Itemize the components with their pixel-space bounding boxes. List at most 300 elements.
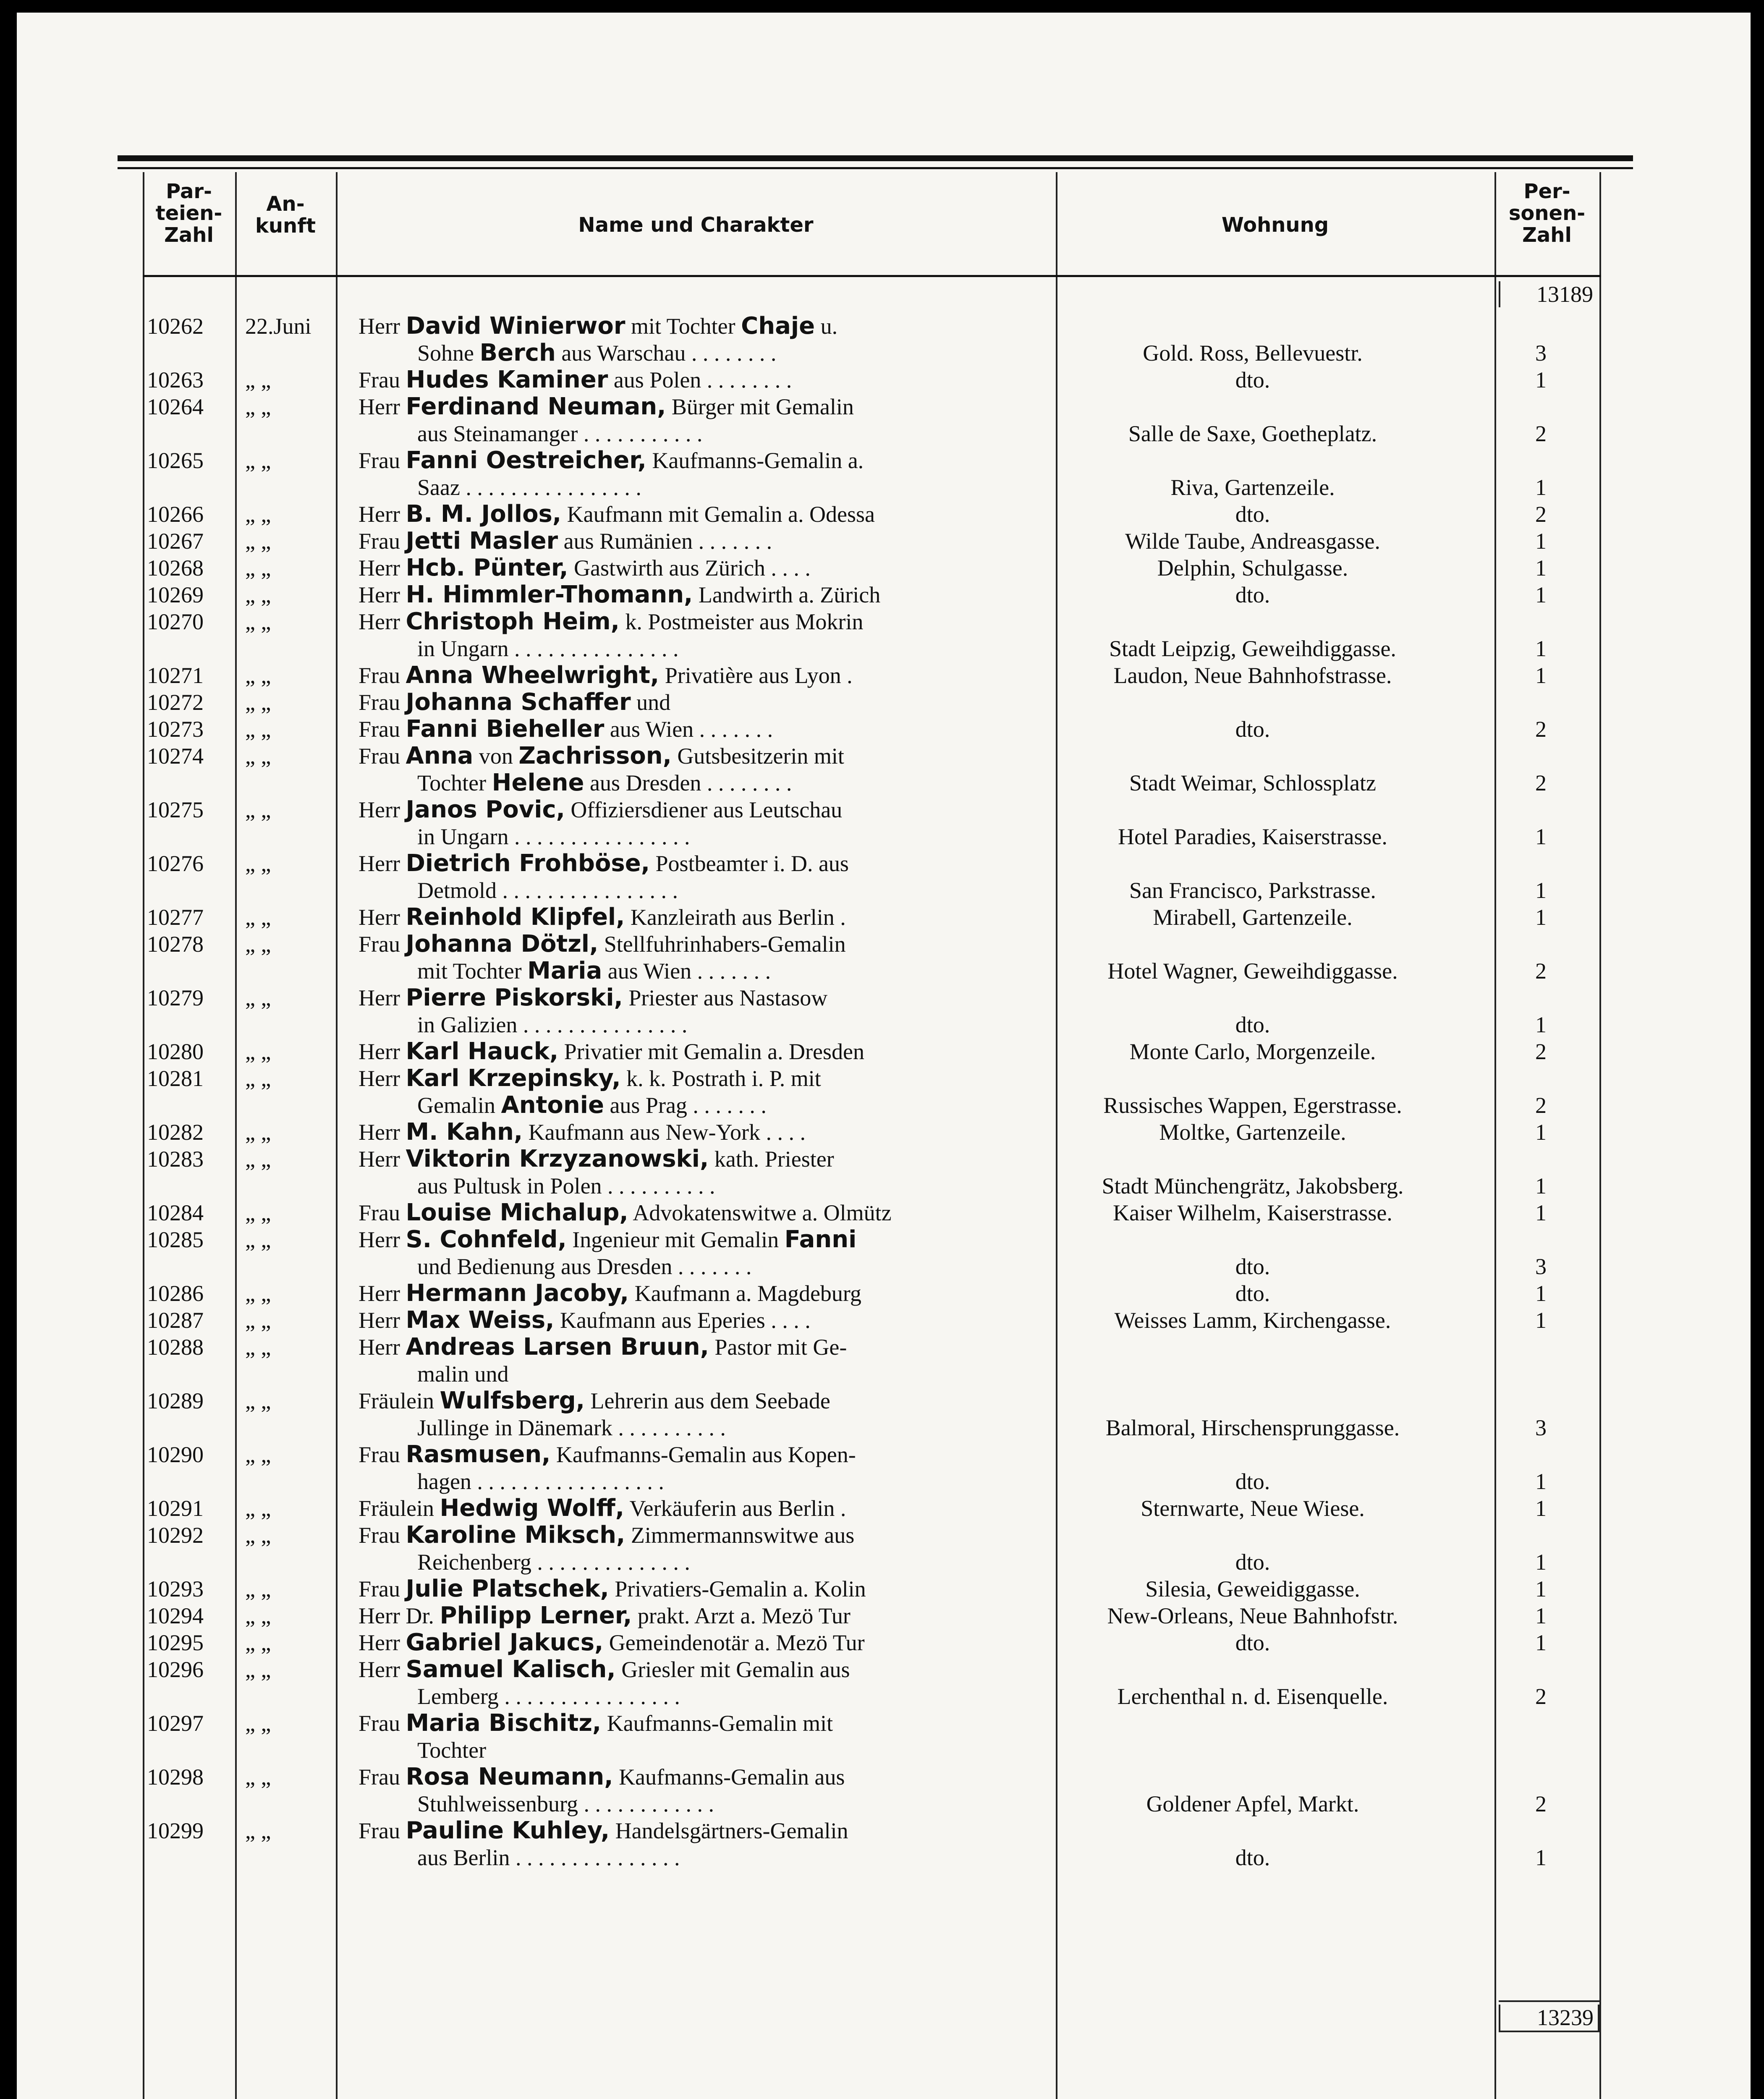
entry-name-line: Frau Pauline Kuhley, Handelsgärtners-Gemalin xyxy=(359,1817,848,1844)
entry-name-line: Saaz . . . . . . . . . . . . . . . . xyxy=(417,475,641,500)
entry-name-character xyxy=(342,1387,1039,1441)
entry-row xyxy=(143,904,1637,931)
entry-name-line: Herr Dietrich Frohböse, Postbeamter i. D. aus xyxy=(359,850,849,877)
entry-arrival: „ „ xyxy=(245,1200,271,1225)
entry-persons: 2 xyxy=(1535,502,1547,527)
guest-name: Dietrich Frohböse, xyxy=(406,850,650,877)
entry-row xyxy=(143,608,1637,662)
entry-residence: Hotel Paradies, Kaiserstrasse. xyxy=(1118,824,1387,849)
entry-persons: 1 xyxy=(1535,555,1547,581)
guest-name: Pauline Kuhley, xyxy=(406,1817,610,1844)
entry-name-line: Gemalin Antonie aus Prag . . . . . . . xyxy=(417,1092,767,1119)
guest-name: Viktorin Krzyzanowski, xyxy=(406,1146,709,1173)
entry-name-line: malin und xyxy=(417,1361,509,1387)
entry-residence: Laudon, Neue Bahnhofstrasse. xyxy=(1113,663,1392,688)
entry-arrival: „ „ xyxy=(245,1308,271,1333)
entry-row xyxy=(143,1817,1637,1871)
entry-row xyxy=(143,850,1637,904)
guest-name: Fanni Bieheller xyxy=(406,716,605,743)
entry-number: 10297 xyxy=(147,1711,204,1736)
entry-name-line: Frau Johanna Schaffer und xyxy=(359,689,671,716)
entry-name-character xyxy=(342,984,1039,1038)
entry-arrival: „ „ xyxy=(245,1335,271,1360)
entry-residence: Lerchenthal n. d. Eisenquelle. xyxy=(1117,1684,1388,1709)
entry-persons: 1 xyxy=(1535,1173,1547,1199)
guest-name: Julie Platschek, xyxy=(406,1576,609,1602)
entry-number: 10290 xyxy=(147,1442,204,1467)
entry-number: 10289 xyxy=(147,1388,204,1413)
entry-persons: 1 xyxy=(1535,663,1547,688)
entry-persons xyxy=(1467,1334,1563,1387)
entry-name-line: Frau Fanni Bieheller aus Wien . . . . . . . xyxy=(359,716,773,743)
entry-number: 10272 xyxy=(147,690,204,715)
entry-name-character xyxy=(342,393,1039,447)
entry-residence: dto. xyxy=(1235,1630,1270,1655)
entry-row xyxy=(143,1656,1637,1710)
entry-number: 10271 xyxy=(147,663,204,688)
document-page xyxy=(17,13,1751,2099)
entry-residence: dto. xyxy=(1235,582,1270,607)
entry-name-line: Frau Rasmusen, Kaufmanns-Gemalin aus Kopen- xyxy=(359,1441,856,1468)
guest-name: Johanna Schaffer xyxy=(406,689,631,716)
entry-persons: 1 xyxy=(1535,1120,1547,1145)
entry-residence: Stadt Weimar, Schlossplatz xyxy=(1129,770,1376,796)
entry-name-character xyxy=(342,1495,1039,1522)
entry-arrival: „ „ xyxy=(245,1066,271,1091)
entry-residence: Delphin, Schulgasse. xyxy=(1157,555,1348,581)
entry-arrival: „ „ xyxy=(245,1523,271,1548)
entry-arrival: „ „ xyxy=(245,1764,271,1790)
entry-name-line: Jullinge in Dänemark . . . . . . . . . . xyxy=(417,1415,726,1440)
entry-persons: 1 xyxy=(1535,1012,1547,1037)
entry-name-line: Detmold . . . . . . . . . . . . . . . . xyxy=(417,878,678,903)
entry-row xyxy=(143,1146,1637,1199)
entry-persons: 1 xyxy=(1535,582,1547,607)
entry-name-line: in Ungarn . . . . . . . . . . . . . . . xyxy=(417,636,679,661)
entry-name-character xyxy=(342,1146,1039,1199)
entry-number: 10269 xyxy=(147,582,204,607)
guest-name: Karl Krzepinsky, xyxy=(406,1065,621,1092)
entry-number: 10262 xyxy=(147,314,204,339)
entry-name-character xyxy=(342,662,1039,689)
entry-row xyxy=(143,1280,1637,1307)
entry-row xyxy=(143,931,1637,984)
entry-number: 10266 xyxy=(147,502,204,527)
entry-name-character xyxy=(342,501,1039,528)
entry-name-character xyxy=(342,850,1039,904)
entry-name-character xyxy=(342,1038,1039,1065)
entry-row xyxy=(143,743,1637,796)
entry-name-line: Frau Maria Bischitz, Kaufmanns-Gemalin mit xyxy=(359,1710,833,1737)
entry-name-line: Fräulein Hedwig Wolff, Verkäuferin aus Berlin . xyxy=(359,1495,846,1522)
entry-number: 10285 xyxy=(147,1227,204,1252)
entry-residence: dto. xyxy=(1235,1281,1270,1306)
entry-name-line: Frau Fanni Oestreicher, Kaufmanns-Gemalin a. xyxy=(359,447,864,474)
entry-row xyxy=(143,1576,1637,1602)
entry-residence: Stadt Leipzig, Geweihdiggasse. xyxy=(1109,636,1396,661)
guest-name: Jetti Masler xyxy=(406,528,558,555)
entry-arrival: „ „ xyxy=(245,1711,271,1736)
entry-number: 10283 xyxy=(147,1146,204,1172)
entry-persons: 1 xyxy=(1535,1845,1547,1870)
entry-arrival: „ „ xyxy=(245,1496,271,1521)
entry-name-character xyxy=(342,366,1039,393)
entry-name-line: Frau Hudes Kaminer aus Polen . . . . . . . . xyxy=(359,366,792,393)
entry-persons: 1 xyxy=(1535,529,1547,554)
entry-arrival: „ „ xyxy=(245,1039,271,1064)
entry-name-line: Herr Janos Povic, Offiziersdiener aus Leutschau xyxy=(359,796,843,823)
entry-name-character xyxy=(342,1656,1039,1710)
entry-name-character xyxy=(342,796,1039,850)
entry-row xyxy=(143,984,1637,1038)
guest-name: Berch xyxy=(479,340,556,366)
guest-name: Zachrisson, xyxy=(518,743,672,769)
entry-persons: 3 xyxy=(1535,340,1547,366)
entry-number: 10298 xyxy=(147,1764,204,1790)
entry-name-line: hagen . . . . . . . . . . . . . . . . . xyxy=(417,1469,664,1494)
entry-row xyxy=(143,1522,1637,1576)
total-rule xyxy=(1499,2000,1599,2002)
entry-residence: dto. xyxy=(1235,1549,1270,1575)
entry-persons: 2 xyxy=(1535,770,1547,796)
entry-name-line: Sohne Berch aus Warschau . . . . . . . . xyxy=(417,340,777,366)
entry-name-character xyxy=(342,1629,1039,1656)
guest-name: Max Weiss, xyxy=(406,1307,555,1334)
entry-row xyxy=(143,313,1637,366)
entry-name-line: Frau Anna von Zachrisson, Gutsbesitzerin mit xyxy=(359,743,844,769)
entry-persons: 1 xyxy=(1535,1576,1547,1602)
guest-name: Ferdinand Neuman, xyxy=(406,393,666,420)
entry-row xyxy=(143,1199,1637,1226)
entry-name-line: Herr Pierre Piskorski, Priester aus Nastasow xyxy=(359,984,828,1011)
header-wohnung: Wohnung xyxy=(1221,213,1329,237)
entry-persons: 3 xyxy=(1535,1254,1547,1279)
carry-in-total: 13189 xyxy=(1499,281,1597,307)
entry-name-line: Herr Ferdinand Neuman, Bürger mit Gemalin xyxy=(359,393,854,420)
entry-arrival: „ „ xyxy=(245,1657,271,1682)
entry-number: 10267 xyxy=(147,529,204,554)
header-personen-zahl: Per- sonen- Zahl xyxy=(1508,180,1586,247)
guest-name: Christoph Heim, xyxy=(406,608,620,635)
guest-name: Hudes Kaminer xyxy=(406,366,608,393)
entry-number: 10295 xyxy=(147,1630,204,1655)
entry-name-line: mit Tochter Maria aus Wien . . . . . . . xyxy=(417,958,771,984)
entry-name-character xyxy=(342,904,1039,931)
entry-number: 10277 xyxy=(147,905,204,930)
entry-name-line: Herr Reinhold Klipfel, Kanzleirath aus Berlin . xyxy=(359,904,846,931)
entry-residence: dto. xyxy=(1235,1845,1270,1870)
entry-arrival: „ „ xyxy=(245,717,271,742)
entry-name-character xyxy=(342,608,1039,662)
entry-persons: 1 xyxy=(1535,1469,1547,1494)
entry-number: 10282 xyxy=(147,1120,204,1145)
entry-name-line: Herr Karl Krzepinsky, k. k. Postrath i. P. mit xyxy=(359,1065,821,1092)
entry-name-line: Frau Anna Wheelwright, Privatière aus Lyon . xyxy=(359,662,853,689)
entry-name-character xyxy=(342,555,1039,581)
entry-arrival: „ „ xyxy=(245,448,271,473)
guest-entries xyxy=(143,313,1637,2097)
entry-row xyxy=(143,1764,1637,1817)
entry-name-character xyxy=(342,581,1039,608)
entry-name-character xyxy=(342,528,1039,555)
top-rule-thick xyxy=(118,155,1633,161)
entry-arrival: „ „ xyxy=(245,1818,271,1843)
entry-persons: 1 xyxy=(1535,1549,1547,1575)
entry-name-character xyxy=(342,1226,1039,1280)
top-rule-thin xyxy=(118,167,1633,169)
entry-name-line: aus Pultusk in Polen . . . . . . . . . . xyxy=(417,1173,715,1199)
entry-persons: 1 xyxy=(1535,878,1547,903)
entry-name-line: Herr S. Cohnfeld, Ingenieur mit Gemalin Fanni xyxy=(359,1226,857,1253)
entry-residence: dto. xyxy=(1235,1469,1270,1494)
entry-name-character xyxy=(342,313,1039,366)
entry-persons: 2 xyxy=(1535,1684,1547,1709)
entry-residence: Hotel Wagner, Geweihdiggasse. xyxy=(1107,958,1398,984)
entry-persons: 2 xyxy=(1535,717,1547,742)
guest-name: Andreas Larsen Bruun, xyxy=(406,1334,709,1361)
guest-name: Karl Hauck, xyxy=(406,1038,559,1065)
entry-persons: 2 xyxy=(1535,1093,1547,1118)
guest-name: Hermann Jacoby, xyxy=(406,1280,629,1307)
entry-row xyxy=(143,1119,1637,1146)
entry-row xyxy=(143,447,1637,501)
entry-name-character xyxy=(342,1307,1039,1334)
entry-arrival: „ „ xyxy=(245,905,271,930)
entry-name-character xyxy=(342,716,1039,743)
entry-persons: 1 xyxy=(1535,367,1547,393)
entry-residence: Balmoral, Hirschensprunggasse. xyxy=(1105,1415,1400,1440)
entry-name-character xyxy=(342,1065,1039,1119)
entry-arrival: „ „ xyxy=(245,1442,271,1467)
entry-name-line: Herr Gabriel Jakucs, Gemeindenotär a. Mezö Tur xyxy=(359,1629,865,1656)
entry-persons: 1 xyxy=(1535,1496,1547,1521)
entry-name-line: Herr Max Weiss, Kaufmann aus Eperies . . . . xyxy=(359,1307,811,1334)
entry-name-character xyxy=(342,1576,1039,1602)
header-ankunft: An- kunft xyxy=(255,192,316,238)
guest-name: Anna xyxy=(406,743,474,769)
entry-row xyxy=(143,1334,1637,1387)
entry-row xyxy=(143,1602,1637,1629)
entry-residence: Sternwarte, Neue Wiese. xyxy=(1141,1496,1365,1521)
entry-row xyxy=(143,1065,1637,1119)
guest-name: Rosa Neumann, xyxy=(406,1764,613,1790)
guest-name: M. Kahn, xyxy=(406,1119,523,1146)
entry-row xyxy=(143,1038,1637,1065)
entry-name-line: Herr Hermann Jacoby, Kaufmann a. Magdeburg xyxy=(359,1280,861,1307)
entry-arrival: „ „ xyxy=(245,1630,271,1655)
entry-name-character xyxy=(342,1280,1039,1307)
guest-name: Fanni xyxy=(784,1226,857,1253)
entry-number: 10279 xyxy=(147,985,204,1010)
entry-persons: 1 xyxy=(1535,1603,1547,1628)
page-total: 13239 xyxy=(1499,2005,1599,2032)
entry-row xyxy=(143,662,1637,689)
entry-row xyxy=(143,366,1637,393)
entry-name-line: Herr Andreas Larsen Bruun, Pastor mit Ge- xyxy=(359,1334,847,1361)
guest-name: B. M. Jollos, xyxy=(406,501,562,528)
entry-name-character xyxy=(342,931,1039,984)
entry-row xyxy=(143,1710,1637,1764)
entry-number: 10288 xyxy=(147,1335,204,1360)
guest-name: Rasmusen, xyxy=(406,1441,551,1468)
entry-persons: 2 xyxy=(1535,958,1547,984)
entry-residence: Monte Carlo, Morgenzeile. xyxy=(1129,1039,1376,1064)
entry-number: 10265 xyxy=(147,448,204,473)
entry-name-character xyxy=(342,1522,1039,1576)
entry-arrival: „ „ xyxy=(245,1281,271,1306)
entry-persons xyxy=(1467,689,1563,716)
entry-persons: 1 xyxy=(1535,636,1547,661)
entry-arrival: „ „ xyxy=(245,985,271,1010)
entry-number: 10294 xyxy=(147,1603,204,1628)
entry-name-line: Herr M. Kahn, Kaufmann aus New-York . . . . xyxy=(359,1119,806,1146)
entry-name-character xyxy=(342,1199,1039,1226)
entry-residence: Riva, Gartenzeile. xyxy=(1170,475,1335,500)
guest-name: Karoline Miksch, xyxy=(406,1522,626,1549)
entry-persons: 1 xyxy=(1535,905,1547,930)
header-rule xyxy=(143,275,1601,277)
entry-number: 10280 xyxy=(147,1039,204,1064)
entry-arrival: „ „ xyxy=(245,932,271,957)
entry-row xyxy=(143,716,1637,743)
guest-name: Philipp Lerner, xyxy=(440,1602,632,1629)
entry-row xyxy=(143,555,1637,581)
entry-residence: Weisses Lamm, Kirchengasse. xyxy=(1114,1308,1391,1333)
entry-name-line: Herr H. Himmler-Thomann, Landwirth a. Zürich xyxy=(359,581,881,608)
entry-row xyxy=(143,393,1637,447)
entry-number: 10268 xyxy=(147,555,204,581)
entry-name-line: Herr B. M. Jollos, Kaufmann mit Gemalin a. Odessa xyxy=(359,501,875,528)
entry-name-character xyxy=(342,689,1039,716)
guest-name: Louise Michalup, xyxy=(406,1199,628,1226)
entry-number: 10286 xyxy=(147,1281,204,1306)
entry-residence: dto. xyxy=(1235,502,1270,527)
guest-name: Antonie xyxy=(501,1092,604,1119)
entry-number: 10263 xyxy=(147,367,204,393)
entry-arrival: „ „ xyxy=(245,663,271,688)
entry-persons xyxy=(1467,1710,1563,1764)
entry-residence: San Francisco, Parkstrasse. xyxy=(1129,878,1376,903)
entry-residence: dto. xyxy=(1235,1254,1270,1279)
entry-arrival: „ „ xyxy=(245,367,271,393)
guest-name: Chaje xyxy=(741,313,815,340)
guest-name: Johanna Dötzl, xyxy=(406,931,599,958)
entry-name-character xyxy=(342,1764,1039,1817)
guest-name: Reinhold Klipfel, xyxy=(406,904,625,931)
guest-name: Hcb. Pünter, xyxy=(406,555,568,581)
entry-name-line: Frau Johanna Dötzl, Stellfuhrinhabers-Gemalin xyxy=(359,931,846,958)
entry-name-character xyxy=(342,1334,1039,1387)
entry-row xyxy=(143,1441,1637,1495)
entry-persons: 1 xyxy=(1535,1200,1547,1225)
entry-persons: 1 xyxy=(1535,475,1547,500)
entry-number: 10270 xyxy=(147,609,204,634)
entry-name-line: Herr David Winierwor mit Tochter Chaje u. xyxy=(359,313,838,340)
entry-persons: 2 xyxy=(1535,421,1547,446)
entry-name-character xyxy=(342,447,1039,501)
entry-number: 10264 xyxy=(147,394,204,419)
guest-name: Maria xyxy=(527,958,602,984)
entry-arrival: „ „ xyxy=(245,797,271,822)
entry-name-character xyxy=(342,1602,1039,1629)
header-name-und-charakter: Name und Charakter xyxy=(578,213,814,237)
entry-arrival: „ „ xyxy=(245,851,271,876)
entry-arrival: „ „ xyxy=(245,1388,271,1413)
entry-residence: Stadt Münchengrätz, Jakobsberg. xyxy=(1102,1173,1404,1199)
entry-number: 10292 xyxy=(147,1523,204,1548)
entry-name-line: und Bedienung aus Dresden . . . . . . . xyxy=(417,1254,752,1279)
entry-residence xyxy=(1039,689,1467,716)
guest-name: H. Himmler-Thomann, xyxy=(406,581,693,608)
entry-number: 10274 xyxy=(147,743,204,769)
entry-name-line: Lemberg . . . . . . . . . . . . . . . . xyxy=(417,1684,680,1709)
entry-arrival: „ „ xyxy=(245,743,271,769)
entry-row xyxy=(143,1307,1637,1334)
entry-name-character xyxy=(342,1817,1039,1871)
guest-name: Janos Povic, xyxy=(406,796,565,823)
entry-row xyxy=(143,1495,1637,1522)
entry-number: 10278 xyxy=(147,932,204,957)
entry-name-line: Frau Rosa Neumann, Kaufmanns-Gemalin aus xyxy=(359,1764,845,1790)
entry-residence: Moltke, Gartenzeile. xyxy=(1159,1120,1346,1145)
entry-number: 10284 xyxy=(147,1200,204,1225)
entry-arrival: „ „ xyxy=(245,582,271,607)
entry-row xyxy=(143,1226,1637,1280)
entry-persons: 2 xyxy=(1535,1791,1547,1816)
entry-arrival: „ „ xyxy=(245,1227,271,1252)
entry-residence: dto. xyxy=(1235,367,1270,393)
entry-residence xyxy=(1039,1710,1467,1764)
entry-arrival: „ „ xyxy=(245,609,271,634)
entry-row xyxy=(143,1387,1637,1441)
entry-row xyxy=(143,528,1637,555)
entry-number: 10281 xyxy=(147,1066,204,1091)
guest-name: Wulfsberg, xyxy=(440,1387,585,1414)
entry-arrival: „ „ xyxy=(245,555,271,581)
entry-name-line: Fräulein Wulfsberg, Lehrerin aus dem Seebade xyxy=(359,1387,830,1414)
entry-row xyxy=(143,501,1637,528)
entry-residence: Goldener Apfel, Markt. xyxy=(1146,1791,1359,1816)
entry-persons: 3 xyxy=(1535,1415,1547,1440)
entry-arrival: „ „ xyxy=(245,502,271,527)
guest-name: Anna Wheelwright, xyxy=(406,662,660,689)
entry-number: 10299 xyxy=(147,1818,204,1843)
entry-persons: 2 xyxy=(1535,1039,1547,1064)
entry-name-line: Herr Karl Hauck, Privatier mit Gemalin a. Dresden xyxy=(359,1038,864,1065)
entry-residence: Mirabell, Gartenzeile. xyxy=(1153,905,1353,930)
entry-name-line: Herr Christoph Heim, k. Postmeister aus Mokrin xyxy=(359,608,864,635)
entry-residence: dto. xyxy=(1235,1012,1270,1037)
entry-row xyxy=(143,581,1637,608)
entry-residence: New-Orleans, Neue Bahnhofstr. xyxy=(1107,1603,1398,1628)
entry-name-character xyxy=(342,1710,1039,1764)
entry-name-character xyxy=(342,743,1039,796)
entry-number: 10273 xyxy=(147,717,204,742)
guest-name: Fanni Oestreicher, xyxy=(406,447,646,474)
entry-number: 10296 xyxy=(147,1657,204,1682)
guest-name: Gabriel Jakucs, xyxy=(406,1629,604,1656)
guest-name: Helene xyxy=(492,769,584,796)
entry-residence xyxy=(1039,1334,1467,1387)
header-parteien-zahl: Par- teien- Zahl xyxy=(155,180,222,247)
entry-residence: Kaiser Wilhelm, Kaiserstrasse. xyxy=(1113,1200,1392,1225)
entry-name-line: Frau Karoline Miksch, Zimmermannswitwe aus xyxy=(359,1522,855,1549)
entry-name-line: Frau Julie Platschek, Privatiers-Gemalin a. Kolin xyxy=(359,1576,866,1602)
entry-number: 10276 xyxy=(147,851,204,876)
entry-arrival: „ „ xyxy=(245,1576,271,1602)
entry-number: 10287 xyxy=(147,1308,204,1333)
entry-residence: dto. xyxy=(1235,717,1270,742)
